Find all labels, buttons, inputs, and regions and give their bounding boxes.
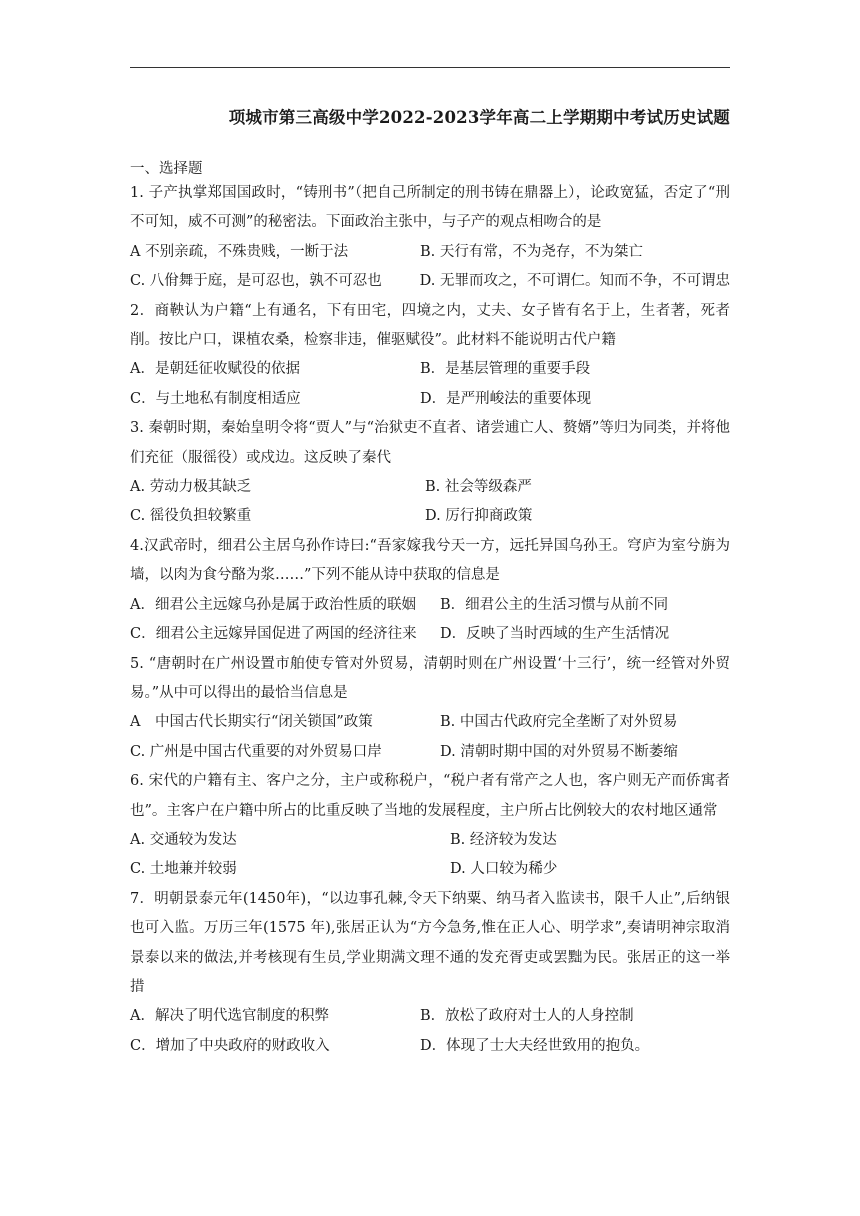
question-stem: 2．商鞅认为户籍“上有通名，下有田宅，四境之内，丈夫、女子皆有名于上，生者著，死者削。按比户口，课植农桑，检察非违，催驱赋役”。此材料不能说明古代户籍 [130,302,730,349]
option-a: A. 劳动力极其缺乏 [130,479,252,496]
question-2 [130,297,730,415]
option-row [130,738,730,767]
option-row [130,1002,730,1031]
option-b: B．细君公主的生活习惯与从前不同 [440,596,669,613]
option-d: D. 无罪而攻之，不可谓仁。知而不争，不可谓忠 [419,273,730,290]
option-d: D．反映了当时西域的生产生活情况 [440,626,670,643]
question-5 [130,650,730,768]
option-row [130,267,730,296]
option-row [130,385,730,414]
option-row [130,855,730,884]
question-stem: 3. 秦朝时期，秦始皇明令将“贾人”与“治狱吏不直者、诸尝逋亡人、赘婿”等归为同类，并将他们充征（服徭役）或戍边。这反映了秦代 [130,420,730,466]
option-a: A 不别亲疏，不殊贵贱，一断于法 [130,243,349,260]
option-b: B. 天行有常，不为尧存，不为桀亡 [420,243,643,260]
option-b: B．放松了政府对士人的人身控制 [420,1008,634,1025]
option-row [130,238,730,267]
option-c: C. 徭役负担较繁重 [130,508,252,525]
question-4 [130,532,730,650]
option-c: C．细君公主远嫁异国促进了两国的经济往来 [130,626,417,643]
option-c: C. 八佾舞于庭，是可忍也，孰不可忍也 [130,273,382,290]
question-stem: 4.汉武帝时，细君公主居乌孙作诗曰:“吾家嫁我兮天一方，远托异国乌孙王。穹庐为室兮旃为墙，以肉为食兮酪为浆……”下列不能从诗中获取的信息是 [130,537,730,584]
question-1 [130,179,730,297]
option-b: B. 社会等级森严 [425,479,532,496]
option-c: C. 土地兼并较弱 [130,861,237,878]
header-rule [130,67,730,68]
option-row [130,826,730,855]
option-c: C. 广州是中国古代重要的对外贸易口岸 [130,743,382,760]
question-7 [130,885,730,1061]
question-6 [130,767,730,885]
option-b: B．是基层管理的重要手段 [420,361,591,378]
option-a: A．细君公主远嫁乌孙是属于政治性质的联姻 [130,596,416,613]
option-b: B. 经济较为发达 [450,831,557,848]
question-list [130,179,730,1061]
option-b: B. 中国古代政府完全垄断了对外贸易 [440,714,678,731]
question-stem: 7．明朝景泰元年(1450年)，“以边事孔棘,令天下纳粟、纳马者入监读书，限千人止”,后纳银也可入监。万历三年(1575 年),张居正认为“方今急务,惟在正人心、明学求”,奏请明神宗取消景泰以来的做法,并考核现有生员,学业期满文理不通的发充胥吏或罢黜为民。张居正的这一举措 [130,890,730,995]
option-d: D. 清朝时期中国的对外贸易不断萎缩 [440,743,678,760]
option-row [130,502,730,531]
option-row [130,620,730,649]
option-d: D．是严刑峻法的重要体现 [420,390,592,407]
exam-title: 项城市第三高级中学2022-2023学年高二上学期期中考试历史试题 [228,108,730,127]
option-a: A 中国古代长期实行“闭关锁国”政策 [130,714,373,731]
option-row [130,1032,730,1061]
option-d: D. 人口较为稀少 [450,861,558,878]
section-heading: 一、选择题 [130,161,203,177]
question-3 [130,414,730,532]
option-d: D. 厉行抑商政策 [425,508,533,525]
option-c: C．增加了中央政府的财政收入 [130,1037,330,1054]
question-stem: 1. 子产执掌郑国国政时，“铸刑书”（把自己所制定的刑书铸在鼎器上），论政宽猛，否定了“刑不可知，威不可测”的秘密法。下面政治主张中，与子产的观点相吻合的是 [130,185,730,231]
option-a: A．是朝廷征收赋役的依据 [130,361,300,378]
option-a: A．解决了明代选官制度的积弊 [130,1008,329,1025]
option-c: C．与土地私有制度相适应 [130,390,301,407]
question-stem: 5. “唐朝时在广州设置市舶使专管对外贸易，清朝时则在广州设置‘十三行’，统一经管对外贸易。”从中可以得出的最恰当信息是 [130,655,730,701]
option-row [130,473,730,502]
option-row [130,591,730,620]
option-row [130,355,730,384]
option-d: D．体现了士大夫经世致用的抱负。 [420,1037,650,1054]
option-a: A. 交通较为发达 [130,831,237,848]
option-row [130,708,730,737]
question-stem: 6. 宋代的户籍有主、客户之分，主户或称税户，“税户者有常产之人也，客户则无产而侨寓者也”。主客户在户籍中所占的比重反映了当地的发展程度，主户所占比例较大的农村地区通常 [130,773,730,819]
